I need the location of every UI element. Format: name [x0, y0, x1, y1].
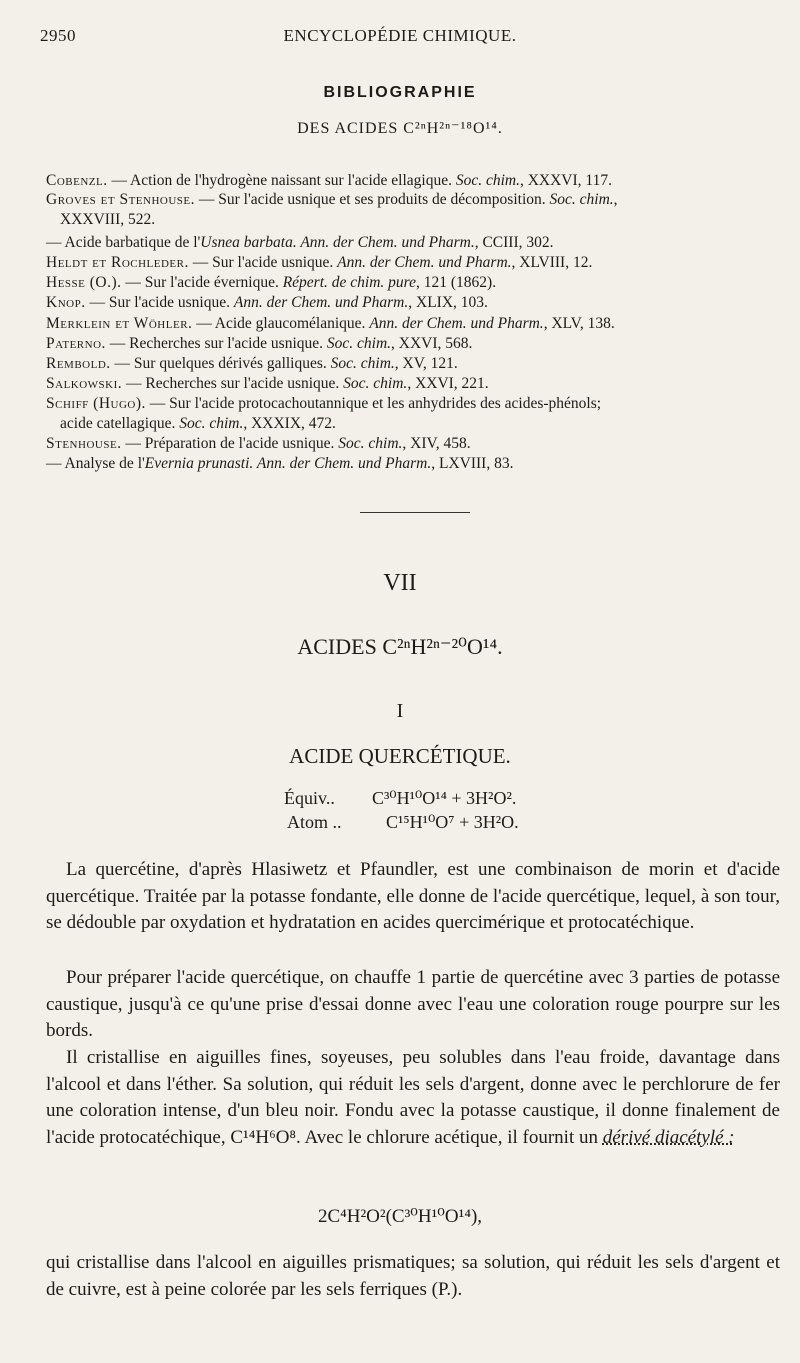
entry-tail: , XXVI, 221. — [407, 375, 489, 392]
section-title: ACIDE QUERCÉTIQUE. — [289, 744, 511, 768]
entry-text: — Acide glaucomélanique. — [192, 315, 370, 332]
entry-author: Stenhouse. — [46, 435, 122, 452]
entry-text: — Préparation de l'acide usnique. — [121, 435, 339, 452]
entry-author: Knop. — [46, 294, 86, 311]
formula-derive: 2C⁴H²O²(C³⁰H¹⁰O¹⁴), — [317, 1206, 483, 1227]
body-paragraph-4 — [46, 1250, 780, 1303]
entry-text: — Sur quelques dérivés galliques. — [110, 355, 331, 372]
chapter-title: ACIDES C²ⁿH²ⁿ⁻²⁰O¹⁴. — [297, 634, 503, 659]
entry-tail: , LXVIII, 83. — [431, 455, 514, 472]
page-number: 2950 — [40, 26, 76, 45]
entry-author: Heldt et Rochleder. — [46, 254, 189, 271]
entry-reference: Soc. chim. — [338, 435, 403, 452]
body-paragraph-1 — [46, 857, 780, 937]
entry-text: XXXVIII, 522. — [60, 211, 156, 228]
entry-text: — Recherches sur l'acide usnique. — [122, 375, 344, 392]
entry-text: — Sur l'acide protocachoutannique et les anhydrides des acides-phénols; — [145, 395, 602, 412]
bibliography-entry — [46, 334, 472, 354]
entry-reference: Répert. de chim. pure — [282, 274, 416, 291]
entry-reference: Soc. chim. — [343, 375, 408, 392]
paragraph-text: La quercétine, d'après Hlasiwetz et Pfaundler, est une combinaison de morin et d'acide quercétique. Traitée par la potasse fondante, elle donne de l'acide quercétique, lequel, à son tour, se dédouble par oxydation et hydratation en acides quercimérique et protocatéchique. — [46, 859, 780, 933]
entry-tail: , XV, 121. — [394, 355, 458, 372]
entry-author: Merklein et Wöhler. — [46, 315, 193, 332]
bibliography-entry — [46, 454, 513, 474]
body-paragraph-3 — [46, 1045, 780, 1151]
entry-tail: , XLIX, 103. — [408, 294, 488, 311]
paragraph-text: qui cristallise dans l'alcool en aiguilles prismatiques; sa solution, qui réduit les sels d'argent et de cuivre, est à peine colorée par les sels ferriques (P.). — [46, 1252, 780, 1300]
bibliography-entry — [46, 354, 458, 374]
bibliography-entry — [46, 273, 496, 293]
entry-tail: , CCIII, 302. — [474, 234, 554, 251]
entry-reference: Soc. chim. — [455, 172, 520, 189]
section-divider — [360, 512, 470, 513]
formula-atom: C¹⁵H¹⁰O⁷ + 3H²O. — [386, 812, 519, 832]
entry-tail: , XIV, 458. — [402, 435, 471, 452]
bibliography-entry — [46, 253, 592, 273]
bibliography-entry — [46, 190, 618, 210]
entry-text: — Acide barbatique de l' — [46, 234, 201, 251]
formula-atom-label: Atom .. — [287, 812, 342, 832]
entry-author: Hesse (O.). — [46, 274, 122, 291]
bibliography-entry — [46, 434, 471, 454]
entry-text: — Action de l'hydrogène naissant sur l'acide ellagique. — [107, 172, 456, 189]
entry-text: — Recherches sur l'acide usnique. — [105, 335, 327, 352]
section-number: I — [396, 700, 404, 722]
entry-tail: , XXXVI, 117. — [519, 172, 612, 189]
entry-tail: , XLV, 138. — [543, 315, 615, 332]
entry-text: — Analyse de l' — [46, 455, 145, 472]
italic-term: dérivé diacétylé : — [602, 1126, 735, 1148]
entry-text: — Sur l'acide usnique et ses produits de décomposition. — [195, 191, 550, 208]
bibliography-entry — [46, 293, 488, 313]
entry-text: — Sur l'acide évernique. — [121, 274, 283, 291]
bibliography-entry — [60, 414, 336, 434]
paragraph-text: Pour préparer l'acide quercétique, on chauffe 1 partie de quercétine avec 3 parties de potasse caustique, jusqu'à ce qu'une prise d'essai donne avec l'eau une coloration rouge pourpre sur les bords. — [46, 967, 780, 1041]
entry-author: Cobenzl. — [46, 172, 108, 189]
entry-reference: Soc. chim. — [330, 355, 395, 372]
entry-reference: Ann. der Chem. und Pharm. — [233, 294, 409, 311]
entry-author: Schiff (Hugo). — [46, 395, 146, 412]
entry-tail: , XXXIX, 472. — [243, 415, 336, 432]
bibliography-subtitle: DES ACIDES C²ⁿH²ⁿ⁻¹⁸O¹⁴. — [297, 120, 503, 137]
running-title: ENCYCLOPÉDIE CHIMIQUE. — [283, 26, 517, 45]
entry-author: Salkowski. — [46, 375, 123, 392]
entry-tail: , XLVIII, 12. — [511, 254, 593, 271]
bibliography-entry — [46, 171, 612, 191]
paragraph-text: Il cristallise en aiguilles fines, soyeuses, peu solubles dans l'eau froide, davantage dans l'alcool et dans l'éther. Sa solution, qui réduit les sels d'argent, donne avec le perchlorure de fer une coloration intense, d'un bleu noir. Fondu avec la potasse caustique, il donne finalement de l'acide protocatéchique, C¹⁴H⁶O⁸. Avec le chlorure acétique, il fournit un — [46, 1047, 780, 1148]
entry-tail: , — [613, 191, 618, 208]
bibliography-entry — [46, 394, 601, 414]
entry-author: Rembold. — [46, 355, 111, 372]
bibliography-entry — [46, 314, 615, 334]
bibliography-entry — [60, 210, 155, 230]
formula-equiv: C³⁰H¹⁰O¹⁴ + 3H²O². — [372, 788, 517, 808]
entry-reference: Usnea barbata. Ann. der Chem. und Pharm. — [200, 234, 475, 251]
entry-reference: Soc. chim. — [549, 191, 614, 208]
entry-tail: , 121 (1862). — [416, 274, 497, 291]
entry-reference: Soc. chim. — [326, 335, 392, 352]
body-paragraph-2 — [46, 965, 780, 1045]
entry-author: Groves et Stenhouse. — [46, 191, 195, 208]
entry-text: acide catellagique. — [60, 415, 180, 432]
entry-author: Paterno. — [46, 335, 106, 352]
chapter-number: VII — [383, 570, 417, 596]
bibliography-entry — [46, 374, 489, 394]
entry-reference: Evernia prunasti. Ann. der Chem. und Pharm. — [144, 455, 432, 472]
entry-text: — Sur l'acide usnique. — [188, 254, 338, 271]
entry-reference: Soc. chim. — [179, 415, 244, 432]
entry-tail: , XXVI, 568. — [391, 335, 473, 352]
entry-reference: Ann. der Chem. und Pharm. — [369, 315, 544, 332]
formula-equiv-label: Équiv.. — [284, 788, 335, 808]
entry-reference: Ann. der Chem. und Pharm. — [337, 254, 512, 271]
entry-text: — Sur l'acide usnique. — [85, 294, 234, 311]
bibliography-title: BIBLIOGRAPHIE — [323, 84, 477, 101]
bibliography-entry — [46, 233, 554, 253]
